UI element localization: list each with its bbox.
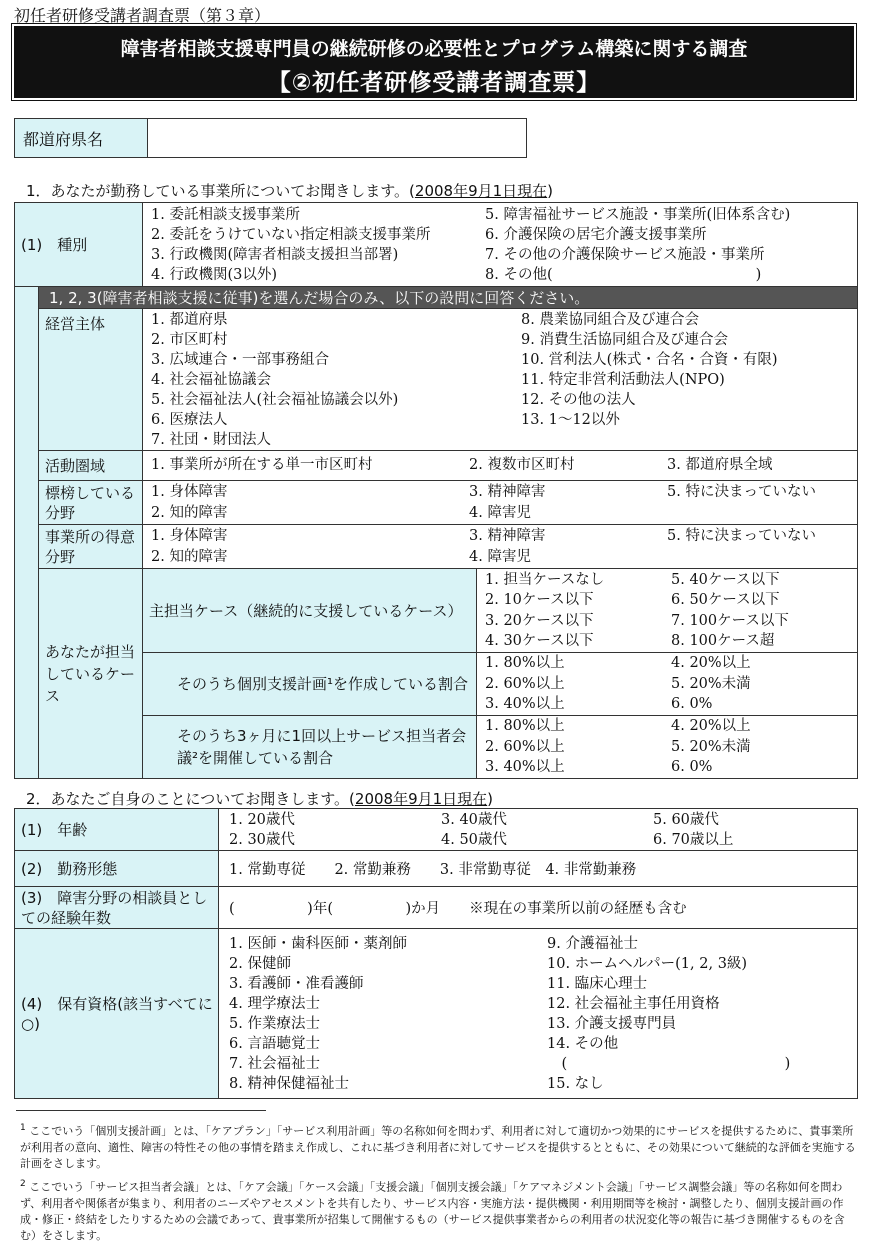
survey-title: 障害者相談支援専門員の継続研修の必要性とプログラム構築に関する調査: [120, 38, 748, 60]
age-option[interactable]: 3. 40歳代: [441, 811, 507, 828]
prefecture-label: 都道府県名: [15, 119, 148, 157]
age-option[interactable]: 6. 70歳以上: [653, 831, 734, 848]
plan-option[interactable]: 5. 20%未満: [671, 675, 751, 692]
area-option[interactable]: 1. 事業所が所在する単一市区町村: [151, 457, 373, 473]
prefecture-input[interactable]: [148, 119, 526, 157]
operator-option[interactable]: 6. 医療法人: [151, 411, 228, 428]
type-options[interactable]: [143, 203, 858, 287]
experience-label: (3) 障害分野の相談員としての経験年数: [15, 887, 219, 929]
meeting-options[interactable]: [477, 716, 858, 779]
area-options[interactable]: [143, 451, 858, 481]
footnote-divider: [16, 1110, 266, 1111]
prefecture-row: [14, 118, 527, 158]
age-option[interactable]: 1. 20歳代: [229, 811, 295, 828]
footnote-1: [20, 1120, 860, 1172]
type-option[interactable]: 2. 委託をうけていない指定相談支援事業所: [151, 226, 431, 243]
operator-option[interactable]: 4. 社会福祉協議会: [151, 371, 271, 388]
age-label: (1) 年齢: [15, 809, 219, 851]
main-case-option[interactable]: 5. 40ケース以下: [671, 571, 780, 588]
type-option[interactable]: 6. 介護保険の居宅介護支援事業所: [485, 226, 707, 243]
operator-option[interactable]: 5. 社会福祉法人(社会福祉協議会以外): [151, 391, 399, 408]
lab-margin: [15, 287, 39, 779]
main-case-option[interactable]: 7. 100ケース以下: [671, 612, 789, 629]
qualification-option[interactable]: 4. 理学療法士: [229, 995, 320, 1012]
operator-option[interactable]: 12. その他の法人: [521, 391, 636, 408]
footnote-1-mark: 1: [20, 1123, 26, 1133]
declared-option[interactable]: 4. 障害児: [469, 504, 531, 521]
main-case-options[interactable]: [477, 569, 858, 653]
meeting-option[interactable]: 1. 80%以上: [485, 718, 565, 735]
qualification-option[interactable]: 3. 看護師・准看護師: [229, 975, 364, 992]
qualification-option[interactable]: 2. 保健師: [229, 955, 291, 972]
meeting-option[interactable]: 6. 0%: [671, 759, 713, 776]
operator-options[interactable]: [143, 309, 858, 451]
qualification-option[interactable]: 9. 介護福祉士: [547, 935, 638, 952]
strength-label: 事業所の得意分野: [39, 525, 143, 569]
main-case-option[interactable]: 1. 担当ケースなし: [485, 571, 605, 588]
qualification-option[interactable]: 11. 臨床心理士: [547, 975, 648, 992]
type-option[interactable]: 7. その他の介護保険サービス施設・事業所: [485, 246, 765, 263]
operator-option[interactable]: 2. 市区町村: [151, 331, 228, 348]
work-label: (2) 勤務形態: [15, 851, 219, 887]
notice-bar: 1, 2, 3(障害者相談支援に従事)を選んだ場合のみ、以下の設問に回答ください。: [39, 287, 858, 309]
section1-table: [14, 202, 858, 779]
main-case-option[interactable]: 2. 10ケース以下: [485, 592, 594, 608]
declared-label: 標榜している分野: [39, 481, 143, 525]
age-option[interactable]: 4. 50歳代: [441, 831, 507, 848]
main-case-label: 主担当ケース（継続的に支援しているケース）: [143, 569, 477, 653]
main-case-option[interactable]: 8. 100ケース超: [671, 633, 775, 649]
survey-subtitle: 【②初任者研修受講者調査票】: [267, 70, 601, 96]
strength-option[interactable]: 2. 知的障害: [151, 548, 228, 565]
strength-option[interactable]: 1. 身体障害: [151, 527, 228, 544]
operator-option[interactable]: 13. 1～12以外: [521, 411, 620, 428]
declared-option[interactable]: 5. 特に決まっていない: [667, 483, 816, 500]
footnote-2-text: ここでいう「サービス担当者会議」とは、「ケア会議」「ケース会議」「支援会議」「個別支援会議」「ケアマネジメント会議」「サービス調整会議」等の名称如何を問わず、利用者や関係者が集まり、利用者のニーズやアセスメントを共有したり、サービス内容・実施方法・提供機関・利用期間等を検討・調整したり、個別支援計画の作成・修正・終結をしたりするための会議であって、貴事業所が招集して開催するもの（サービス提供事業者からの利用者の状況変化等の報告に基づき開催するものを含む）をさします。: [20, 1180, 845, 1242]
qualification-option[interactable]: 13. 介護支援専門員: [547, 1015, 677, 1032]
section2-heading: 2．あなたご自身のことについてお聞きします。(2008年9月1日現在): [26, 790, 494, 808]
operator-option[interactable]: 9. 消費生活協同組合及び連合会: [521, 331, 728, 348]
title-banner: [14, 26, 854, 98]
operator-label: 経営主体: [39, 309, 143, 451]
type-label: (1) 種別: [15, 203, 143, 287]
age-options[interactable]: [219, 809, 858, 851]
type-option[interactable]: 4. 行政機関(3以外): [151, 266, 277, 283]
meeting-option[interactable]: 5. 20%未満: [671, 738, 751, 755]
operator-option[interactable]: 7. 社団・財団法人: [151, 431, 271, 448]
qualification-other-input[interactable]: ( ): [547, 1055, 791, 1072]
plan-label: そのうち個別支援計画¹を作成している割合: [143, 653, 477, 716]
qualification-option[interactable]: 7. 社会福祉士: [229, 1055, 320, 1072]
age-option[interactable]: 5. 60歳代: [653, 811, 719, 828]
qualification-option[interactable]: 8. 精神保健福祉士: [229, 1075, 349, 1092]
declared-option[interactable]: [667, 503, 857, 524]
section1-date: 2008年9月1日現在: [414, 182, 548, 200]
strength-option[interactable]: 4. 障害児: [469, 548, 531, 565]
qualification-option[interactable]: 14. その他: [547, 1035, 619, 1052]
type-option[interactable]: 8. その他( ): [485, 266, 762, 283]
plan-option[interactable]: 4. 20%以上: [671, 655, 751, 672]
type-option[interactable]: 3. 行政機関(障害者相談支援担当部署): [151, 246, 399, 263]
operator-option[interactable]: 8. 農業協同組合及び連合会: [521, 311, 699, 328]
main-case-option[interactable]: 3. 20ケース以下: [485, 612, 594, 629]
area-label: 活動圏域: [39, 451, 143, 481]
meeting-label: そのうち3ヶ月に1回以上サービス担当者会議²を開催している割合: [143, 716, 477, 779]
strength-option[interactable]: 5. 特に決まっていない: [667, 527, 816, 544]
declared-option[interactable]: 3. 精神障害: [469, 483, 546, 500]
operator-option[interactable]: 3. 広域連合・一部事務組合: [151, 351, 329, 368]
plan-option[interactable]: 3. 40%以上: [485, 696, 565, 713]
plan-option[interactable]: 1. 80%以上: [485, 655, 565, 672]
age-option[interactable]: 2. 30歳代: [229, 831, 295, 848]
qualification-option[interactable]: 12. 社会福祉主事任用資格: [547, 995, 720, 1012]
strength-option[interactable]: 3. 精神障害: [469, 527, 546, 544]
meeting-option[interactable]: 3. 40%以上: [485, 759, 565, 776]
declared-option[interactable]: 1. 身体障害: [151, 483, 228, 500]
plan-option[interactable]: 2. 60%以上: [485, 675, 565, 692]
type-option[interactable]: 1. 委託相談支援事業所: [151, 206, 300, 223]
area-option[interactable]: 2. 複数市区町村: [469, 457, 575, 473]
chapter-label: 初任者研修受講者調査票（第３章）: [14, 6, 271, 25]
qualification-label: (4) 保有資格(該当すべてに○): [15, 929, 219, 1099]
area-option[interactable]: 3. 都道府県全域: [667, 457, 773, 473]
meeting-option[interactable]: 4. 20%以上: [671, 718, 751, 735]
qualification-option[interactable]: 15. なし: [547, 1075, 604, 1092]
qualification-option[interactable]: 5. 作業療法士: [229, 1015, 320, 1032]
footnote-2: [20, 1176, 860, 1244]
section1-title: 1．あなたが勤務している事業所についてお聞きします。: [26, 182, 410, 200]
section2-title: 2．あなたご自身のことについてお聞きします。: [26, 790, 350, 808]
footnote-1-text: ここでいう「個別支援計画」とは、「ケアプラン」「サービス利用計画」等の名称如何を問わず、利用者に対して適切かつ効果的にサービスを提供するために、貴事業所が利用者の意向、適性、障害の特性その他の事情を踏まえ作成し、これに基づき利用者に対してサービスを提供するとともに、その効果について継続的な評価を実施する計画をさします。: [20, 1124, 856, 1170]
declared-option[interactable]: 2. 知的障害: [151, 504, 228, 521]
qualification-options[interactable]: [219, 929, 858, 1099]
operator-option[interactable]: 11. 特定非営利活動法人(NPO): [521, 371, 725, 388]
experience-input[interactable]: ( )年( )か月 ※現在の事業所以前の経歴も含む: [219, 887, 858, 929]
strength-option[interactable]: [667, 547, 857, 568]
section2-table: [14, 808, 858, 1099]
meeting-option[interactable]: 2. 60%以上: [485, 738, 565, 755]
qualification-option[interactable]: 6. 言語聴覚士: [229, 1035, 320, 1052]
main-case-option[interactable]: 4. 30ケース以下: [485, 633, 594, 649]
work-options[interactable]: 1. 常勤専従 2. 常勤兼務 3. 非常勤専従 4. 非常勤兼務: [219, 851, 858, 887]
section2-date: 2008年9月1日現在: [354, 790, 488, 808]
section1-heading: 1．あなたが勤務している事業所についてお聞きします。(2008年9月1日現在): [26, 182, 554, 200]
operator-option[interactable]: 1. 都道府県: [151, 311, 228, 328]
plan-option[interactable]: 6. 0%: [671, 696, 713, 713]
plan-options[interactable]: [477, 653, 858, 716]
qualification-option[interactable]: 10. ホームヘルパー(1, 2, 3級): [547, 955, 748, 972]
main-case-option[interactable]: 6. 50ケース以下: [671, 592, 780, 608]
footnote-2-mark: 2: [20, 1179, 26, 1189]
declared-options[interactable]: [143, 481, 858, 525]
type-option[interactable]: 5. 障害福祉サービス施設・事業所(旧体系含む): [485, 206, 791, 223]
qualification-option[interactable]: 1. 医師・歯科医師・薬剤師: [229, 935, 407, 952]
strength-options[interactable]: [143, 525, 858, 569]
operator-option[interactable]: 10. 営利法人(株式・合名・合資・有限): [521, 351, 778, 368]
cases-label: あなたが担当しているケース: [39, 569, 143, 779]
